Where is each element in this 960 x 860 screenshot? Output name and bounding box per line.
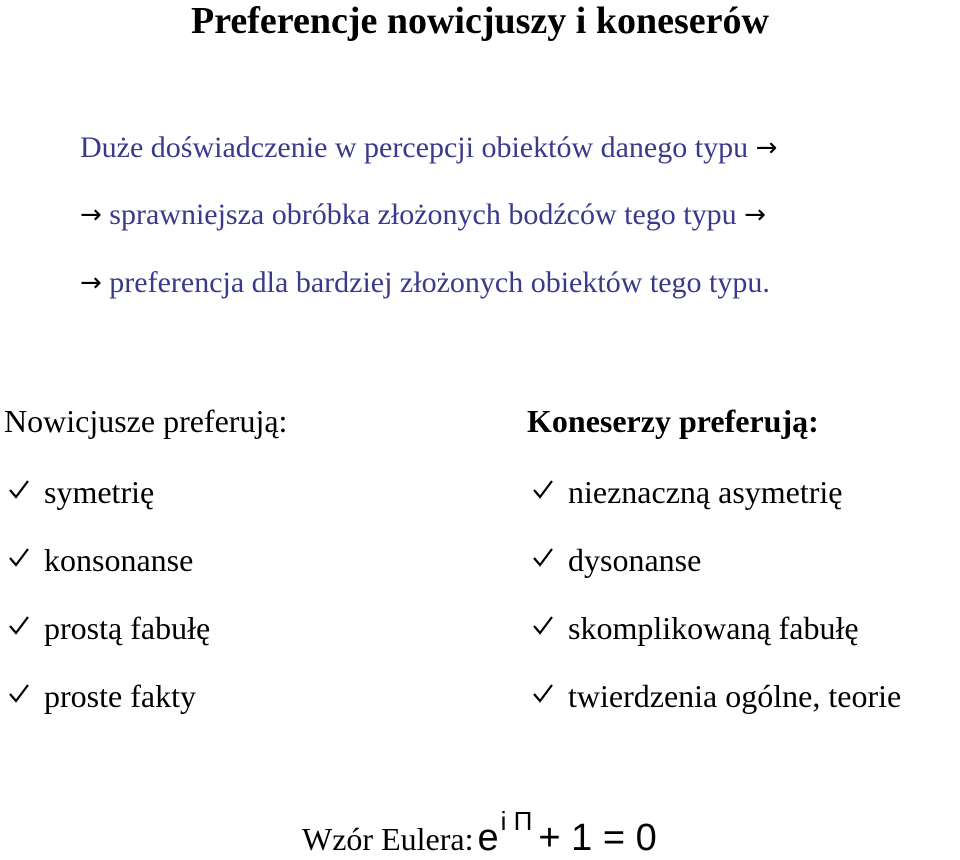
check-icon [8,546,30,568]
novices-heading: Nowicjusze preferują: [4,403,288,439]
check-icon [8,682,30,704]
page-title: Preferencje nowicjuszy i koneserów [191,0,769,42]
check-icon [532,478,554,500]
check-icon [532,546,554,568]
right-arrow-icon: → [80,200,102,230]
euler-base: e [477,817,499,859]
chain-line-1-text: Duże doświadczenie w percepcji obiektów danego typu [80,131,749,164]
chain-line-3-text: preferencja dla bardziej złożonych obiektów tego typu. [109,266,770,299]
right-arrow-icon: → [744,200,766,230]
list-item-text: nieznaczną asymetrię [568,474,843,510]
list-item-text: proste fakty [44,678,196,714]
list-item-text: twierdzenia ogólne, teorie [568,678,902,714]
chain-line-3 [80,265,770,301]
euler-label: Wzór Eulera: [302,821,474,857]
list-item-text: symetrię [44,474,155,510]
list-item-text: dysonanse [568,542,702,578]
euler-exponent: i Π [500,806,533,836]
list-item-text: skomplikowaną fabułę [568,610,859,646]
chain-line-2-text: sprawniejsza obróbka złożonych bodźców tego typu [109,198,737,231]
check-icon [532,614,554,636]
check-icon [8,478,30,500]
right-arrow-icon: → [755,133,778,163]
euler-rest: + 1 = 0 [538,817,657,859]
chain-line-1 [80,130,777,166]
list-item-text: prostą fabułę [44,610,211,646]
connoisseurs-heading: Koneserzy preferują: [527,403,819,439]
check-icon [532,682,554,704]
list-item-text: konsonanse [44,542,194,578]
right-arrow-icon: → [80,268,102,298]
chain-line-2 [80,197,766,233]
check-icon [8,614,30,636]
